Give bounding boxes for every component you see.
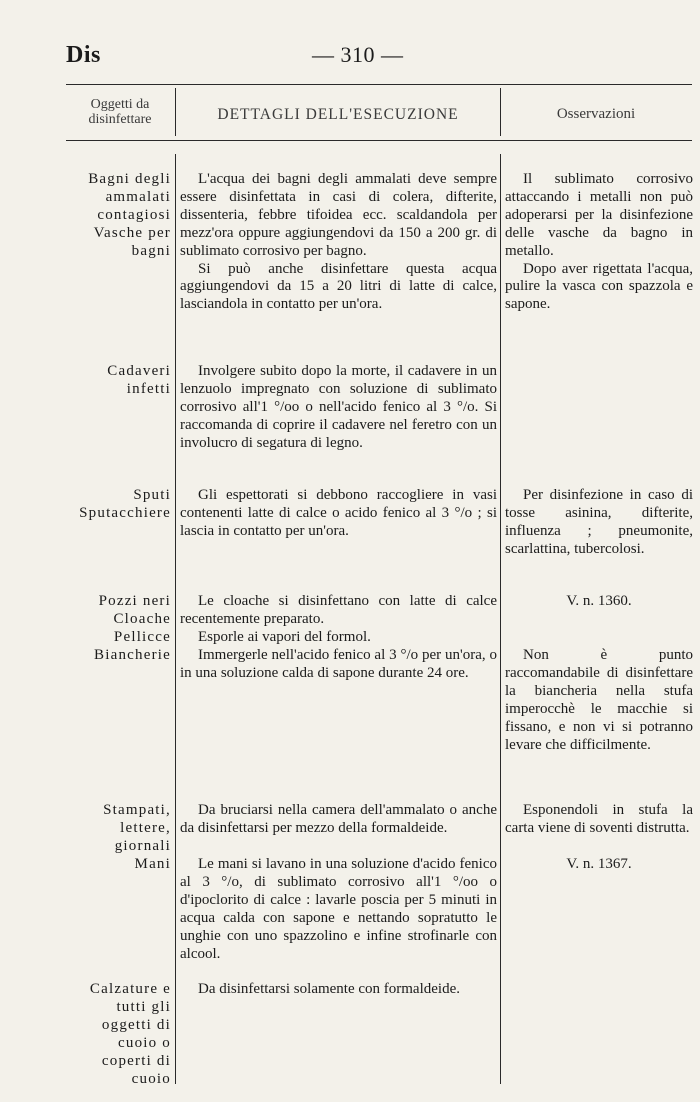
row-notes-cesspits <box>505 593 693 611</box>
row-subject-corpses: Cadaveri infetti <box>107 363 171 397</box>
row-notes-baths <box>505 171 693 314</box>
row-subject-hands: Mani <box>134 856 171 872</box>
row-details-linens <box>180 647 497 683</box>
row-subject-furs: Pellicce <box>113 629 171 645</box>
row-details-cesspits <box>180 593 497 629</box>
column-divider-2 <box>500 154 501 1084</box>
row-subject-footwear: Calzature e tutti gli oggetti di cuoio o coperti di cuoio <box>89 981 171 1087</box>
notes-paragraph: V. n. 1367. <box>566 856 632 872</box>
row-subject-sputum: Sputi Sputacchiere <box>79 487 171 521</box>
running-head: Dis <box>66 42 101 68</box>
top-rule <box>66 84 692 85</box>
row-details-printed-matter <box>180 802 497 838</box>
notes-paragraph: Dopo aver rigettata l'acqua, pulire la vasca con spazzola e sapone. <box>505 260 693 313</box>
column-divider-1 <box>175 154 176 1084</box>
notes-paragraph: Il sublimato corrosivo attaccando i metalli non può adoperarsi per la disinfezione delle vasche da bagno in metallo. <box>505 171 693 259</box>
row-details-hands <box>180 856 497 963</box>
details-paragraph: Gli espettorati si debbono raccogliere in vasi contenenti latte di calce o acido fenico al 3 °/o ; si lascia in contatto per un'ora. <box>180 487 497 539</box>
header-divider-2 <box>500 88 501 136</box>
column-header-subject: Oggetti da disinfettare <box>88 97 152 127</box>
details-paragraph: Le cloache si disinfettano con latte di calce recentemente preparato. <box>180 593 497 627</box>
notes-paragraph: Esponendoli in stufa la carta viene di soventi distrutta. <box>505 802 693 836</box>
details-paragraph: Le mani si lavano in una soluzione d'acido fenico al 3 °/o, di sublimato corrosivo all'1 °/oo o d'ipoclorito di calce : lavarle poscia per 5 minuti in acqua calda con sapone e nettando sopratutto le unghie con uno spazzolino e infine strofinarle con alcool. <box>180 856 497 962</box>
details-paragraph: Da bruciarsi nella camera dell'ammalato o anche da disinfettarsi per mezzo della formaldeide. <box>180 802 497 836</box>
details-paragraph: Si può anche disinfettare questa acqua aggiungendovi da 15 a 20 litri di latte di calce, lasciandola in contatto per un'ora. <box>180 260 497 313</box>
details-paragraph: L'acqua dei bagni degli ammalati deve sempre essere disinfettata in casi di colera, difterite, dissenteria, febbre tifoidea ecc. scaldandola per mezz'ora oppure aggiungendovi da 150 a 200 gr. di sublimato corrosivo per bagno. <box>180 171 497 259</box>
details-paragraph: Immergerle nell'acido fenico al 3 °/o per un'ora, o in una soluzione calda di sapone durante 24 ore. <box>180 647 497 681</box>
row-details-corpses <box>180 363 497 453</box>
header-divider-1 <box>175 88 176 136</box>
notes-paragraph: V. n. 1360. <box>566 593 632 609</box>
notes-paragraph: Per disinfezione in caso di tosse asinina, difterite, influenza ; pneumonite, scarlattina, tubercolosi. <box>505 487 693 557</box>
details-paragraph: Esporle ai vapori del formol. <box>198 629 371 645</box>
row-details-footwear <box>180 981 497 999</box>
page-number: — 310 — <box>312 42 404 67</box>
row-subject-cesspits: Pozzi neri Cloache <box>98 593 171 627</box>
row-notes-sputum <box>505 487 693 559</box>
row-details-furs <box>180 629 497 647</box>
details-paragraph: Da disinfettarsi solamente con formaldeide. <box>198 981 460 997</box>
row-notes-linens <box>505 647 693 754</box>
notes-paragraph: Non è punto raccomandabile di disinfettare la biancheria nella stufa imperocchè le macchie si fissano, e non vi si potranno levare che difficilmente. <box>505 647 693 753</box>
column-header-notes: Osservazioni <box>556 106 636 122</box>
row-subject-baths: Bagni degli ammalati contagiosi Vasche per bagni <box>88 171 171 259</box>
row-subject-linens: Biancherie <box>94 647 171 663</box>
row-notes-hands <box>505 856 693 874</box>
column-header-details: DETTAGLI DELL'ESECUZIONE <box>217 106 459 123</box>
details-paragraph: Involgere subito dopo la morte, il cadavere in un lenzuolo impregnato con soluzione di sublimato corrosivo all'1 °/oo o nell'acido fenico al 3 °/o. Si raccomanda di coprire il cadavere nel feretro con un involucro di segatura di legno. <box>180 363 497 451</box>
header-rule <box>66 140 692 141</box>
row-notes-printed-matter <box>505 802 693 838</box>
row-details-baths <box>180 171 497 314</box>
row-subject-printed-matter: Stampati, lettere, giornali <box>103 802 171 854</box>
row-details-sputum <box>180 487 497 541</box>
